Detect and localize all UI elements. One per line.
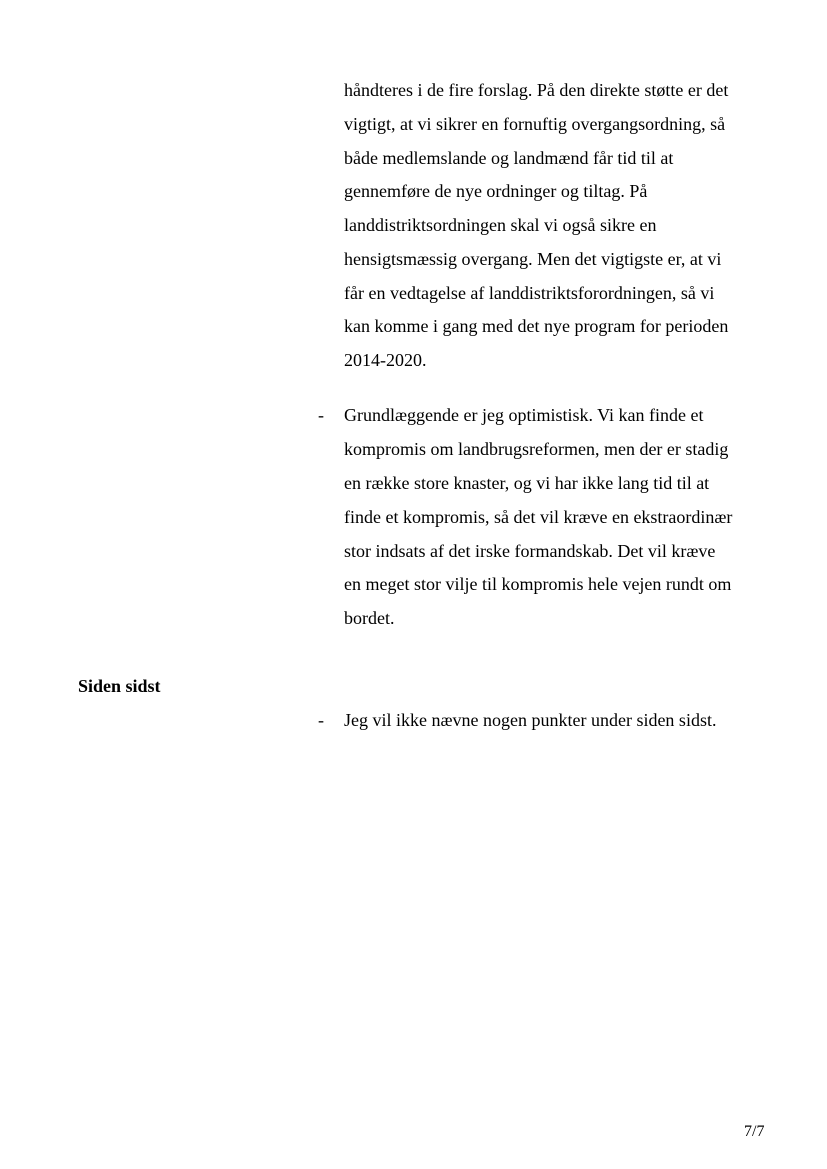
paragraph-line: landdistriktsordningen skal vi også sikre en bbox=[344, 215, 657, 235]
paragraph-line: håndteres i de fire forslag. På den direkte støtte er det bbox=[344, 80, 729, 100]
paragraph-line: gennemføre de nye ordninger og tiltag. På bbox=[344, 181, 648, 201]
bullet-line: finde et kompromis, så det vil kræve en ekstraordinær bbox=[344, 507, 733, 527]
page-number: 7/7 bbox=[744, 1123, 765, 1140]
bullet-line: bordet. bbox=[344, 608, 395, 628]
bullet-line: stor indsats af det irske formandskab. Det vil kræve bbox=[344, 541, 716, 561]
section-heading: Siden sidst bbox=[78, 676, 161, 696]
paragraph-line: får en vedtagelse af landdistriktsforordningen, så vi bbox=[344, 283, 715, 303]
paragraph-line: kan komme i gang med det nye program for perioden bbox=[344, 316, 729, 336]
bullet-line: kompromis om landbrugsreformen, men der er stadig bbox=[344, 439, 729, 459]
bullet-line: Jeg vil ikke nævne nogen punkter under siden sidst. bbox=[344, 710, 717, 730]
paragraph-line: både medlemslande og landmænd får tid til at bbox=[344, 148, 674, 168]
paragraph-line: 2014-2020. bbox=[344, 350, 427, 370]
bullet-marker: - bbox=[318, 710, 324, 730]
bullet-line: Grundlæggende er jeg optimistisk. Vi kan finde et bbox=[344, 405, 704, 425]
bullet-line: en række store knaster, og vi har ikke lang tid til at bbox=[344, 473, 710, 493]
bullet-marker: - bbox=[318, 405, 324, 425]
paragraph-line: vigtigt, at vi sikrer en fornuftig overgangsordning, så bbox=[344, 114, 726, 134]
paragraph-line: hensigtsmæssig overgang. Men det vigtigste er, at vi bbox=[344, 249, 722, 269]
bullet-line: en meget stor vilje til kompromis hele vejen rundt om bbox=[344, 574, 732, 594]
